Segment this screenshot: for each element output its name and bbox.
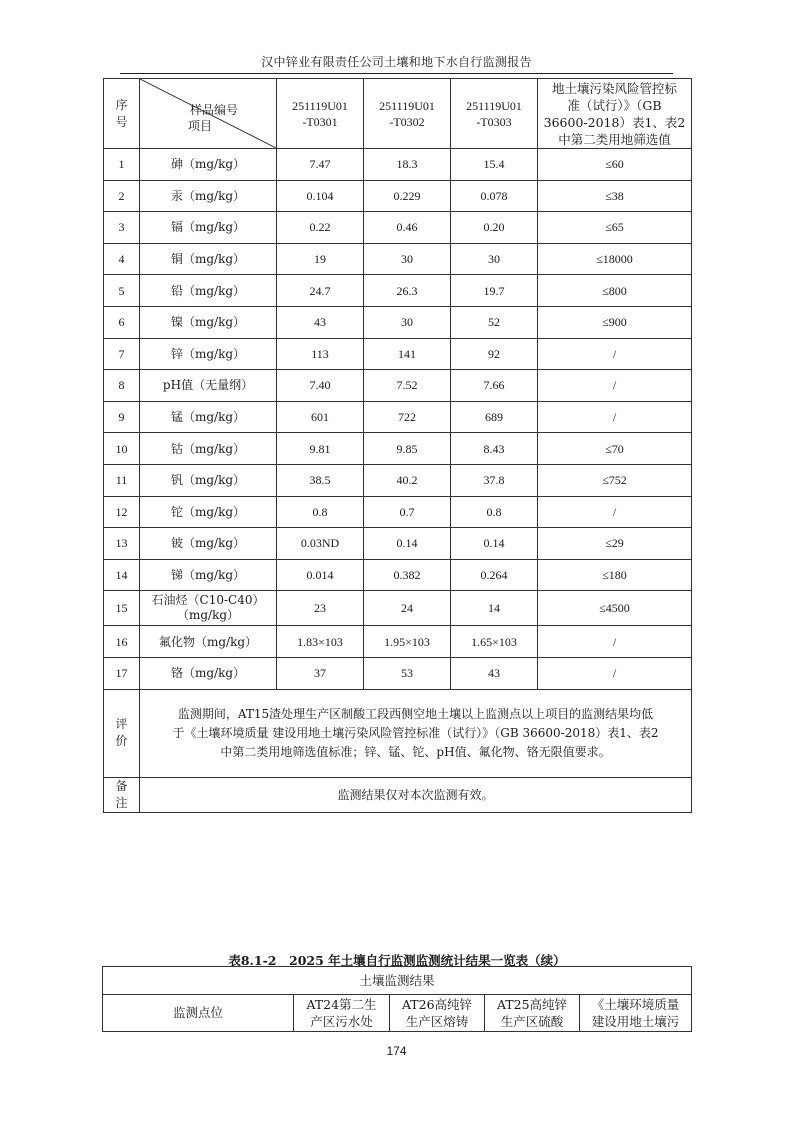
row-item-line: 石油烃（C10-C40） [151,593,265,608]
point-line: AT25高纯锌 [496,997,568,1012]
row-number: 17 [104,657,140,689]
evaluation-row [104,689,692,777]
row-value-sample-2: 722 [364,401,451,433]
remark-label-line: 注 [115,795,128,810]
row-item: 钒（mg/kg） [140,464,277,496]
row-value-sample-1: 37 [277,657,364,689]
row-value-sample-3: 14 [451,591,538,626]
points-row [103,995,692,1032]
row-value-sample-3: 92 [451,338,538,370]
table-row [104,559,692,591]
row-value-sample-1: 38.5 [277,464,364,496]
page-number: 174 [386,1044,407,1058]
row-value-sample-1: 7.47 [277,149,364,181]
row-value-sample-1: 24.7 [277,275,364,307]
table-caption: 表8.1-2 2025 年土壤自行监测监测统计结果一览表（续） [228,953,566,968]
table-header-row [104,79,692,149]
table-body [104,149,692,690]
sample-id-line: 251119U01 [292,98,348,113]
row-item-line: （mg/kg） [176,608,240,623]
header-sample-1 [277,79,364,149]
header-item-label: 项目 [188,119,213,133]
header-sample-2 [364,79,451,149]
standard-line: 36600-2018）表1、表2 [543,114,686,130]
row-item: 铊（mg/kg） [140,496,277,528]
row-item: 汞（mg/kg） [140,180,277,212]
header-sample-3 [451,79,538,149]
table-row [104,275,692,307]
table-row [104,243,692,275]
evaluation-label-line: 价 [115,734,128,748]
row-standard-limit: ≤752 [538,464,692,496]
row-standard-limit: ≤60 [538,149,692,181]
sample-id-line: -T0302 [389,114,425,129]
row-standard-limit: / [538,496,692,528]
row-standard-limit: ≤70 [538,433,692,465]
soil-results-table [103,78,692,813]
row-standard-limit: ≤4500 [538,591,692,626]
row-value-sample-1: 113 [277,338,364,370]
row-standard-limit: ≤800 [538,275,692,307]
table-row [104,306,692,338]
evaluation-label [104,689,140,777]
row-standard-limit: ≤38 [538,180,692,212]
header-diagonal-cell [140,79,277,149]
evaluation-text [140,689,692,777]
row-value-sample-3: 37.8 [451,464,538,496]
row-item [140,591,277,626]
sample-id-line: 251119U01 [466,98,522,113]
table-row [104,401,692,433]
row-number: 11 [104,464,140,496]
row-standard-limit: / [538,338,692,370]
sample-id-line: -T0303 [476,114,512,129]
row-item: 镍（mg/kg） [140,306,277,338]
row-number: 7 [104,338,140,370]
evaluation-line: 监测期间，AT15渣处理生产区制酸工段西侧空地土壤以上监测点以上项目的监测结果均低 [177,706,654,721]
row-number: 15 [104,591,140,626]
table-row [104,496,692,528]
header-seq [104,79,140,149]
point-standard [580,995,692,1032]
row-item: 锰（mg/kg） [140,401,277,433]
header-standard [538,79,692,149]
point-at26 [390,995,485,1032]
row-value-sample-3: 689 [451,401,538,433]
header-seq-line: 号 [115,114,128,129]
row-value-sample-3: 0.078 [451,180,538,212]
row-number: 4 [104,243,140,275]
row-standard-limit: ≤900 [538,306,692,338]
point-line: AT24第二生 [306,997,377,1012]
row-value-sample-3: 19.7 [451,275,538,307]
row-number: 12 [104,496,140,528]
row-number: 2 [104,180,140,212]
table-row [104,212,692,244]
row-number: 3 [104,212,140,244]
row-value-sample-1: 0.104 [277,180,364,212]
row-value-sample-1: 7.40 [277,370,364,402]
row-number: 8 [104,370,140,402]
table-row [104,626,692,658]
row-standard-limit: / [538,657,692,689]
row-item: pH值（无量纲） [140,370,277,402]
header-sample-id-label: 样品编号 [190,103,239,117]
point-at25 [485,995,580,1032]
row-value-sample-3: 0.14 [451,528,538,560]
remark-row [104,777,692,812]
row-standard-limit: ≤180 [538,559,692,591]
row-number: 9 [104,401,140,433]
row-value-sample-1: 23 [277,591,364,626]
header-rule [120,73,673,74]
row-value-sample-1: 0.22 [277,212,364,244]
row-value-sample-2: 0.229 [364,180,451,212]
row-value-sample-2: 0.46 [364,212,451,244]
row-value-sample-1: 0.014 [277,559,364,591]
row-value-sample-2: 24 [364,591,451,626]
row-item: 钴（mg/kg） [140,433,277,465]
table-row [104,180,692,212]
row-value-sample-3: 0.8 [451,496,538,528]
point-line: 生产区硫酸 [500,1014,564,1029]
row-item: 镉（mg/kg） [140,212,277,244]
row-standard-limit: / [538,370,692,402]
row-item: 氟化物（mg/kg） [140,626,277,658]
table-row [104,433,692,465]
row-item: 砷（mg/kg） [140,149,277,181]
standard-line: 中第二类用地筛选值 [558,131,671,147]
point-line: 《土壤环境质量 [591,997,680,1012]
row-item: 铅（mg/kg） [140,275,277,307]
row-number: 5 [104,275,140,307]
running-header: 汉中锌业有限责任公司土壤和地下水自行监测报告 [261,55,532,69]
sample-id-line: 251119U01 [379,98,435,113]
table-row [104,657,692,689]
point-line: AT26高纯锌 [401,997,473,1012]
point-line: 产区污水处 [310,1014,373,1029]
table-row [104,338,692,370]
row-value-sample-3: 7.66 [451,370,538,402]
row-value-sample-1: 0.03ND [277,528,364,560]
row-number: 6 [104,306,140,338]
row-value-sample-1: 43 [277,306,364,338]
standard-line: 准（试行）》（GB [567,97,662,113]
remark-text: 监测结果仅对本次监测有效。 [140,777,692,812]
row-item: 铬（mg/kg） [140,657,277,689]
row-value-sample-2: 7.52 [364,370,451,402]
table-row [104,464,692,496]
row-value-sample-2: 1.95×103 [364,626,451,658]
point-line: 生产区熔铸 [405,1014,469,1029]
row-value-sample-1: 1.83×103 [277,626,364,658]
row-value-sample-2: 9.85 [364,433,451,465]
row-value-sample-2: 40.2 [364,464,451,496]
evaluation-label-line: 评 [115,717,128,731]
evaluation-line: 于《土壤环境质量 建设用地土壤污染风险管控标准（试行）》（GB 36600-2018）表1、表2 [172,725,659,740]
row-standard-limit: / [538,626,692,658]
row-value-sample-3: 30 [451,243,538,275]
row-value-sample-2: 26.3 [364,275,451,307]
row-value-sample-2: 30 [364,243,451,275]
soil-results-title: 土壤监测结果 [103,967,692,995]
row-item: 锑（mg/kg） [140,559,277,591]
row-value-sample-2: 0.14 [364,528,451,560]
row-value-sample-3: 43 [451,657,538,689]
table-row [104,149,692,181]
table-row [104,528,692,560]
row-item: 锌（mg/kg） [140,338,277,370]
row-number: 13 [104,528,140,560]
row-number: 1 [104,149,140,181]
evaluation-line: 中第二类用地筛选值标准；锌、锰、铊、pH值、氟化物、铬无限值要求。 [220,744,611,759]
row-item: 铍（mg/kg） [140,528,277,560]
row-value-sample-3: 0.264 [451,559,538,591]
row-value-sample-2: 141 [364,338,451,370]
row-value-sample-1: 0.8 [277,496,364,528]
sample-id-line: -T0301 [302,114,338,129]
row-value-sample-3: 15.4 [451,149,538,181]
row-value-sample-2: 0.7 [364,496,451,528]
row-value-sample-1: 9.81 [277,433,364,465]
monitoring-point-label: 监测点位 [103,995,294,1032]
row-standard-limit: / [538,401,692,433]
row-value-sample-3: 52 [451,306,538,338]
remark-label-line: 备 [115,778,128,793]
row-standard-limit: ≤65 [538,212,692,244]
row-value-sample-3: 8.43 [451,433,538,465]
row-item: 铜（mg/kg） [140,243,277,275]
row-value-sample-2: 0.382 [364,559,451,591]
row-value-sample-2: 53 [364,657,451,689]
point-at24 [294,995,390,1032]
row-value-sample-3: 0.20 [451,212,538,244]
title-row [103,967,692,995]
row-value-sample-3: 1.65×103 [451,626,538,658]
table-row [104,591,692,626]
row-value-sample-2: 30 [364,306,451,338]
row-value-sample-2: 18.3 [364,149,451,181]
header-seq-line: 序 [115,97,128,112]
point-line: 建设用地土壤污 [591,1014,680,1029]
row-number: 14 [104,559,140,591]
remark-label [104,777,140,812]
row-value-sample-1: 19 [277,243,364,275]
standard-line: 地土壤污染风险管控标 [551,80,677,96]
row-value-sample-1: 601 [277,401,364,433]
row-number: 10 [104,433,140,465]
row-number: 16 [104,626,140,658]
table-row [104,370,692,402]
row-standard-limit: ≤18000 [538,243,692,275]
row-standard-limit: ≤29 [538,528,692,560]
soil-results-table-continued [102,966,692,1032]
